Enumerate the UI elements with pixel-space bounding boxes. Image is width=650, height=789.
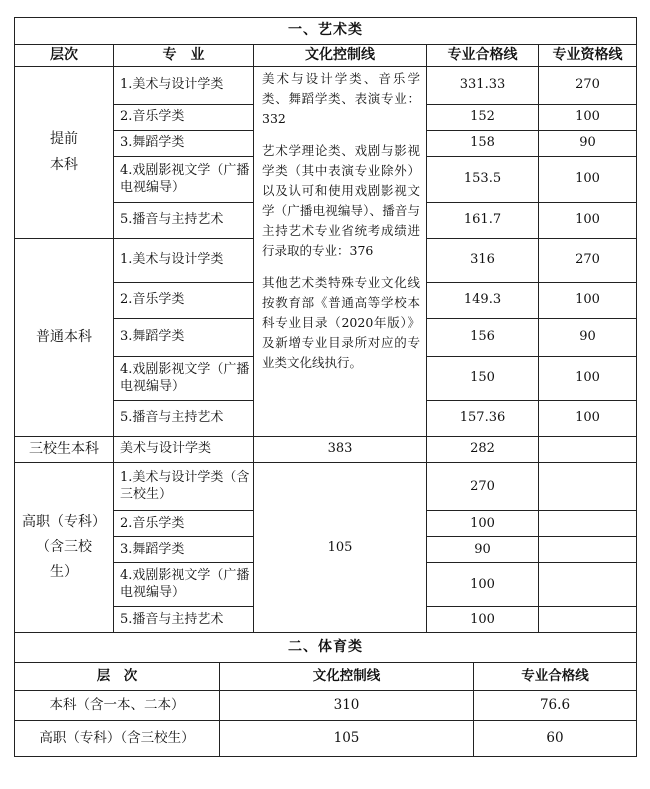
qual-cell: 90 xyxy=(539,319,637,357)
pass-cell: 316 xyxy=(427,239,539,283)
qual-cell: 100 xyxy=(539,401,637,437)
sports-culture-cell: 310 xyxy=(220,691,474,721)
major-cell: 1.美术与设计学类 xyxy=(114,239,254,283)
header-major: 专 业 xyxy=(114,45,254,67)
pass-cell: 152 xyxy=(427,105,539,131)
sports-header-level: 层 次 xyxy=(15,663,220,691)
major-cell: 4.戏剧影视文学（广播电视编导） xyxy=(114,563,254,607)
sports-culture-cell: 105 xyxy=(220,721,474,757)
sports-header-culture-line: 文化控制线 xyxy=(220,663,474,691)
qual-cell xyxy=(539,463,637,511)
header-level: 层次 xyxy=(15,45,114,67)
major-cell: 5.播音与主持艺术 xyxy=(114,607,254,633)
vocational-culture-cell: 105 xyxy=(254,463,427,633)
major-cell: 美术与设计学类 xyxy=(114,437,254,463)
level-early-line1: 提前 xyxy=(50,131,78,148)
qual-cell xyxy=(539,563,637,607)
sports-table xyxy=(14,662,637,757)
major-cell: 5.播音与主持艺术 xyxy=(114,401,254,437)
major-cell: 4.戏剧影视文学（广播电视编导） xyxy=(114,357,254,401)
pass-cell: 331.33 xyxy=(427,67,539,105)
major-cell: 3.舞蹈学类 xyxy=(114,537,254,563)
qual-cell: 270 xyxy=(539,239,637,283)
major-cell: 2.音乐学类 xyxy=(114,105,254,131)
major-cell: 1.美术与设计学类（含三校生） xyxy=(114,463,254,511)
art-section-title: 一、艺术类 xyxy=(15,18,637,45)
level-early-undergrad xyxy=(15,67,114,239)
score-tables xyxy=(14,17,636,757)
culture-note-p3: 其他艺术类特殊专业文化线按教育部《普通高等学校本科专业目录（2020年版）》及新增专业目录所对应的专业类文化线执行。 xyxy=(262,275,420,370)
qual-cell xyxy=(539,607,637,633)
header-qualification-line: 专业资格线 xyxy=(539,45,637,67)
pass-cell: 156 xyxy=(427,319,539,357)
culture-cell: 383 xyxy=(254,437,427,463)
sports-level-cell: 高职（专科）（含三校生） xyxy=(15,721,220,757)
sports-section-title: 二、体育类 xyxy=(15,633,637,663)
qual-cell: 100 xyxy=(539,157,637,203)
qual-cell: 100 xyxy=(539,357,637,401)
level-early-line2: 本科 xyxy=(50,156,78,173)
major-cell: 1.美术与设计学类 xyxy=(114,67,254,105)
major-cell: 4.戏剧影视文学（广播电视编导） xyxy=(114,157,254,203)
art-table xyxy=(14,17,637,663)
major-cell: 5.播音与主持艺术 xyxy=(114,203,254,239)
pass-cell: 270 xyxy=(427,463,539,511)
qual-cell xyxy=(539,437,637,463)
qual-cell: 90 xyxy=(539,131,637,157)
major-cell: 3.舞蹈学类 xyxy=(114,131,254,157)
sports-level-cell: 本科（含一本、二本） xyxy=(15,691,220,721)
qual-cell xyxy=(539,511,637,537)
qual-cell xyxy=(539,537,637,563)
pass-cell: 153.5 xyxy=(427,157,539,203)
header-culture-line: 文化控制线 xyxy=(254,45,427,67)
sports-pass-cell: 76.6 xyxy=(474,691,637,721)
pass-cell: 161.7 xyxy=(427,203,539,239)
pass-cell: 100 xyxy=(427,511,539,537)
culture-note-p2: 艺术学理论类、戏剧与影视学类（其中表演专业除外）以及认可和使用戏剧影视文学（广播电视编导）、播音与主持艺术专业省统考成绩进行录取的专业：376 xyxy=(262,143,420,258)
sports-pass-cell: 60 xyxy=(474,721,637,757)
level-vocational xyxy=(15,463,114,633)
major-cell: 2.音乐学类 xyxy=(114,283,254,319)
major-cell: 3.舞蹈学类 xyxy=(114,319,254,357)
qual-cell: 100 xyxy=(539,105,637,131)
pass-cell: 100 xyxy=(427,607,539,633)
header-pass-line: 专业合格线 xyxy=(427,45,539,67)
pass-cell: 150 xyxy=(427,357,539,401)
level-three-school-undergrad: 三校生本科 xyxy=(15,437,114,463)
level-regular-undergrad: 普通本科 xyxy=(15,239,114,437)
major-cell: 2.音乐学类 xyxy=(114,511,254,537)
pass-cell: 149.3 xyxy=(427,283,539,319)
culture-note-p1: 美术与设计学类、音乐学类、舞蹈学类、表演专业：332 xyxy=(262,71,420,126)
sports-header-pass-line: 专业合格线 xyxy=(474,663,637,691)
qual-cell: 100 xyxy=(539,283,637,319)
level-vocational-line3: 生） xyxy=(50,564,78,581)
pass-cell: 90 xyxy=(427,537,539,563)
level-vocational-line1: 高职（专科） xyxy=(22,513,106,530)
pass-cell: 100 xyxy=(427,563,539,607)
culture-note xyxy=(254,67,427,437)
pass-cell: 158 xyxy=(427,131,539,157)
pass-cell: 157.36 xyxy=(427,401,539,437)
qual-cell: 270 xyxy=(539,67,637,105)
pass-cell: 282 xyxy=(427,437,539,463)
qual-cell: 100 xyxy=(539,203,637,239)
level-vocational-line2: （含三校 xyxy=(36,539,92,556)
